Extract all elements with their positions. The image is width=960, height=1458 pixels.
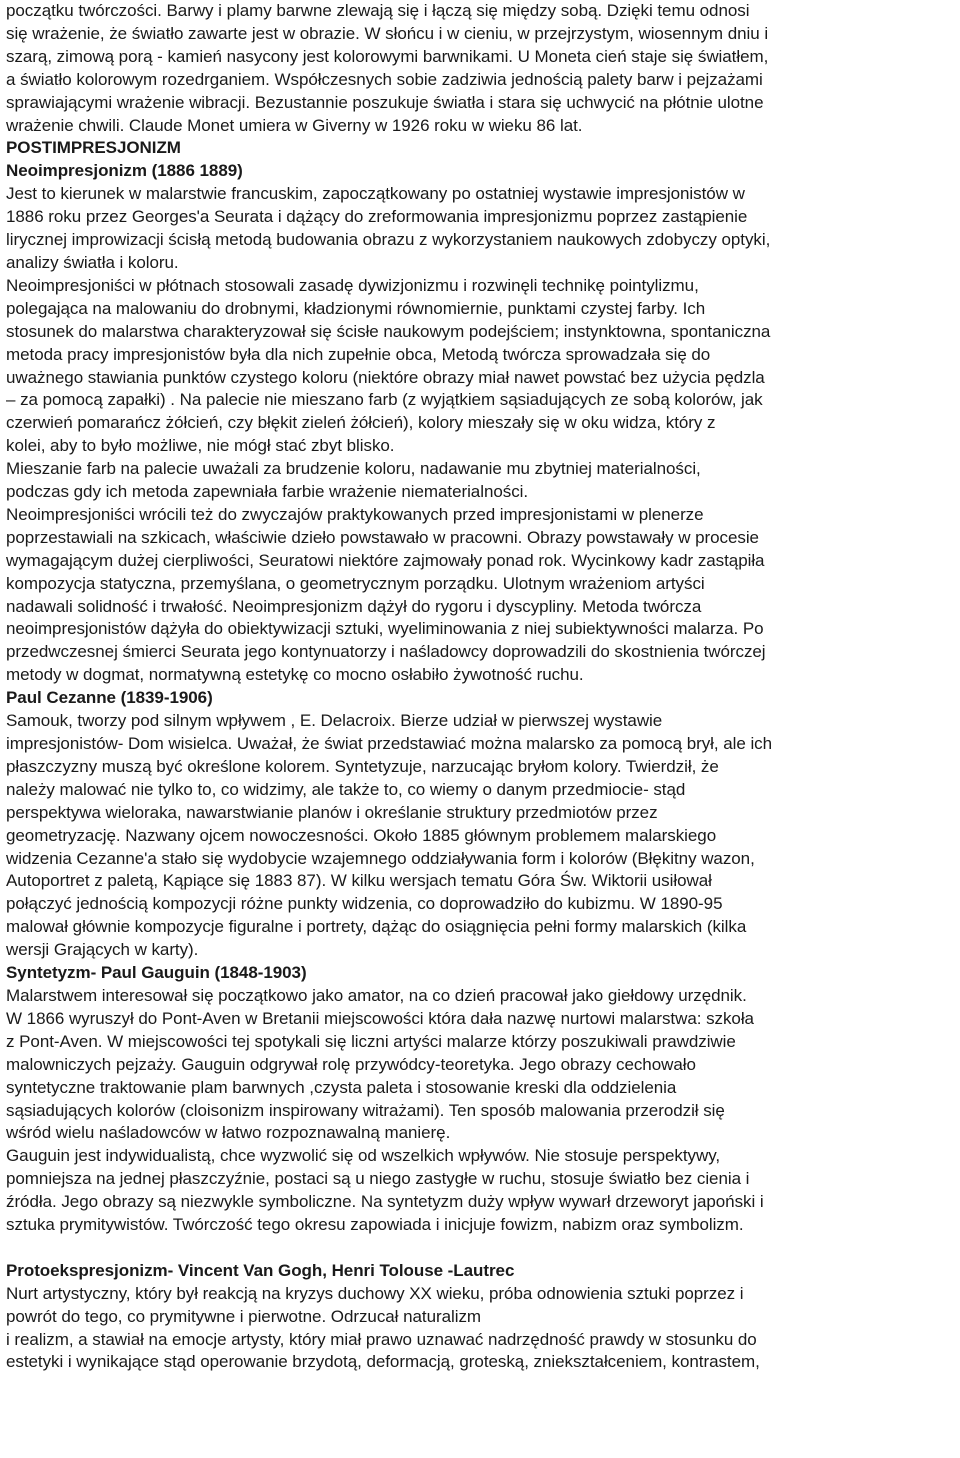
paragraph-protoekspresjonizm: Nurt artystyczny, który był reakcją na kryzys duchowy XX wieku, próba odnowienia sztuki poprzez i powrót do tego, co prymitywne i pierwotne. Odrzucał naturalizm i realizm, a stawiał na emocje artysty, który miał prawo uznawać nadrzędność prawdy w stosunku do estetyki i wynikające stąd operowanie brzydotą, deformacją, groteską, zniekształceniem, kontrastem, xyxy=(6,1283,760,1372)
heading-syntetyzm-gauguin: Syntetyzm- Paul Gauguin (1848-1903) xyxy=(6,963,307,983)
blank-line xyxy=(6,1237,954,1260)
paragraph-gauguin-pont-aven: Malarstwem interesował się początkowo jako amator, na co dzień pracował jako giełdowy urzędnik. W 1866 wyruszył do Pont-Aven w Bretanii miejscowości która dała nazwę nurtowi malarstwa: szkoła z Pont-Aven. W miejscowości tej spotykali się liczni artyści malarze którzy poszukiwali prawdziwie malowniczych pejzaży. Gauguin odgrywał rolę przywódcy-teoretyka. Jego obrazy cechowało syntetyczne traktowanie plam barwnych ,czysta paleta i stosowanie kreski dla oddzielenia sąsiadujących kolorów (cloisonizm inspirowany witrażami). Ten sposób malowania przerodził się wśród wielu naśladowców w łatwo rozpoznawalną manierę. xyxy=(6,985,754,1143)
heading-neoimpresjonizm: Neoimpresjonizm (1886 1889) xyxy=(6,161,243,181)
paragraph-neoimpresjonizm-studio: Neoimpresjoniści wrócili też do zwyczajów praktykowanych przed impresjonistami w plenerze poprzestawiali na szkicach, właściwie dzieło powstawało w pracowni. Obrazy powstawały w procesie wymagającym dużej cierpliwości, Seuratowi niektóre zajmowały ponad rok. Wycinkowy kadr zastąpiła kompozycja statyczna, przemyślana, o geometrycznym porządku. Ulotnym wrażeniom artyści nadawali solidność i trwałość. Neoimpresjonizm dążył do rygoru i dyscypliny. Metoda twórcza neoimpresjonistów dążyła do obiektywizacji sztuki, wyeliminowania z niej subiektywności malarza. Po przedwczesnej śmierci Seurata jego kontynuatorzy i naśladowcy doprowadzili do skostnienia twórczej metody w dogmat, normatywną estetykę co mocno osłabiło żywotność ruchu. xyxy=(6,504,766,685)
paragraph-cezanne: Samouk, tworzy pod silnym wpływem , E. Delacroix. Bierze udział w pierwszej wystawie impresjonistów- Dom wisielca. Uważał, że świat przedstawiać można malarsko za pomocą brył, ale ich płaszczyzny muszą być określone kolorem. Syntetyzuje, narzucając bryłom kolory. Twierdził, że należy malować nie tylko to, co widzimy, ale także to, co wiemy o danym przedmiocie- stąd perspektywa wieloraka, nawarstwianie planów i określanie struktury przedmiotów przez geometryzację. Nazwany ojcem nowoczesności. Około 1885 głównym problemem malarskiego widzenia Cezanne'a stało się wydobycie wzajemnego oddziaływania form i kolorów (Błękitny wazon, Autoportret z paletą, Kąpiące się 1883 87). W kilku wersjach tematu Góra Św. Wiktorii usiłował połączyć jednością kompozycji różne punkty widzenia, co doprowadziło do kubizmu. W 1890-95 malował głównie kompozycje figuralne i portrety, dążąc do osiągnięcia pełni formy malarskich (kilka wersji Grających w karty). xyxy=(6,711,773,960)
paragraph-neoimpresjonizm-definition: Jest to kierunek w malarstwie francuskim, zapoczątkowany po ostatniej wystawie impresjonistów w 1886 roku przez Georges'a Seurata i dążący do zreformowania impresjonizmu poprzez zastąpienie lirycznej improwizacji ścisłą metodą budowania obrazu z wykorzystaniem naukowych zdobyczy optyki, analizy światła i koloru. xyxy=(6,184,771,272)
heading-protoekspresjonizm: Protoekspresjonizm- Vincent Van Gogh, Henri Tolouse -Lautrec xyxy=(6,1260,515,1280)
paragraph-neoimpresjonizm-technique: Neoimpresjoniści w płótnach stosowali zasadę dywizjonizmu i rozwinęli technikę pointylizmu, polegająca na malowaniu do drobnymi, kładzionymi równomiernie, punktami czystej farby. Ich stosunek do malarstwa charakteryzował się ścisłe naukowym podejściem; instynktowna, spontaniczna metoda pracy impresjonistów była dla nich zupełnie obca, Metodą twórcza sprowadzała się do uważnego stawiania punktów czystego koloru (niektóre obrazy miał nawet powstać bez użycia pędzla – za pomocą zapałki) . Na palecie nie mieszano farb (z wyjątkiem sąsiadujących ze sobą kolorów, jak czerwień pomarańcz żółcień, czy błękit zieleń żółcień), kolory mieszały się w oku widza, który z kolei, aby to było możliwe, nie mógł stać zbyt blisko. xyxy=(6,275,771,456)
heading-postimpresjonizm: POSTIMPRESJONIZM xyxy=(6,138,181,158)
paragraph-neoimpresjonizm-mixing: Mieszanie farb na palecie uważali za brudzenie koloru, nadawanie mu zbytniej materialności, podczas gdy ich metoda zapewniała farbie wrażenie niematerialności. xyxy=(6,459,701,502)
paragraph-monet-continuation: początku twórczości. Barwy i plamy barwne zlewają się i łączą się między sobą. Dzięki temu odnosi się wrażenie, że światło zawarte jest w obrazie. W słońcu i w cieniu, w przejrzystym, wiosennym dniu i szarą, zimową porą - kamień nasycony jest kolorowymi barwnikami. U Moneta cień staje się światłem, a światło kolorowym rozedrganiem. Współczesnych sobie zadziwia jednością palety barw i pejzażami sprawiającymi wrażenie wibracji. Bezustannie poszukuje światła i stara się uchwycić na płótnie ulotne wrażenie chwili. Claude Monet umiera w Giverny w 1926 roku w wieku 86 lat. xyxy=(6,1,769,135)
heading-cezanne: Paul Cezanne (1839-1906) xyxy=(6,688,213,708)
paragraph-gauguin-individualism: Gauguin jest indywidualistą, chce wyzwolić się od wszelkich wpływów. Nie stosuje perspektywy, pomniejsza na jednej płaszczyźnie, postaci są u niego zastygłe w ruchu, stosuje światło bez cienia i źródła. Jego obrazy są niezwykle symboliczne. Na syntetyzm duży wpływ wywarł drzeworyt japoński i sztuka prymitywistów. Twórczość tego okresu zapowiada i inicjuje fowizm, nabizm oraz symbolizm. xyxy=(6,1146,764,1235)
